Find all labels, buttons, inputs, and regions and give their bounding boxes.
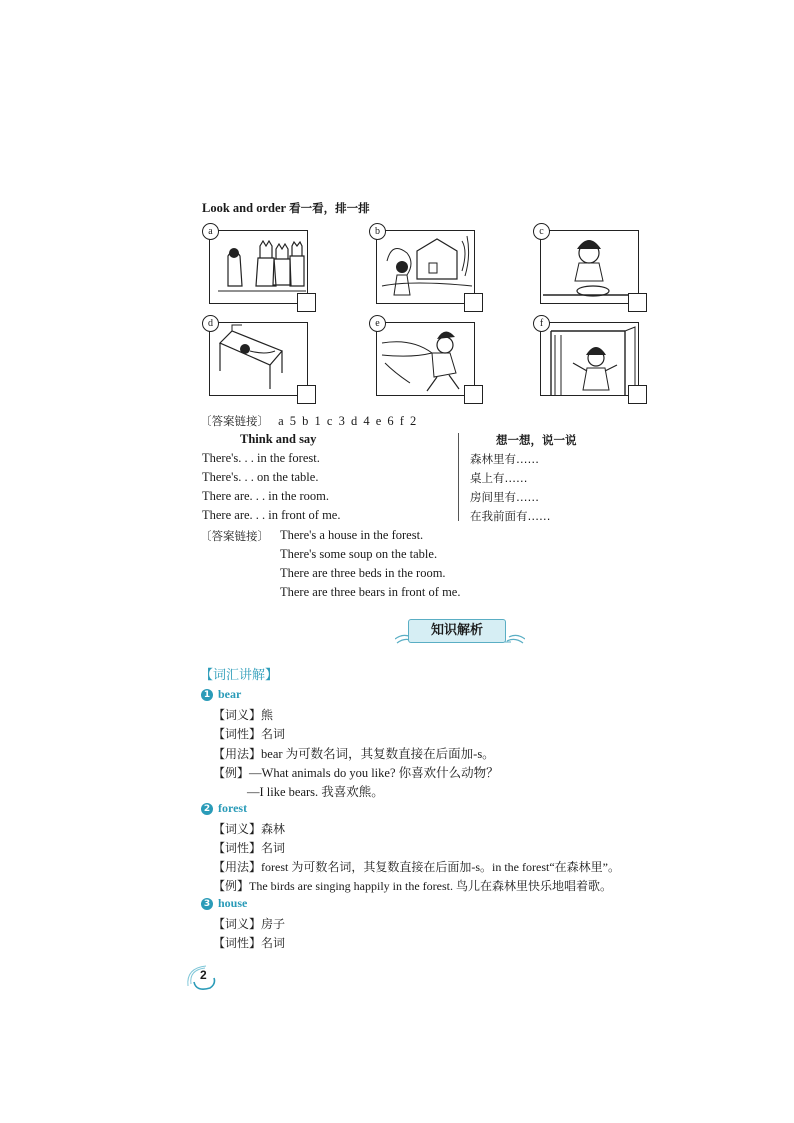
picture-letter: c — [533, 223, 550, 240]
think-and-say-title-cn: 想一想，说一说 — [496, 433, 577, 447]
prompt-row-2-cn: 桌上有…… — [470, 471, 528, 485]
picture-letter: e — [369, 315, 386, 332]
order-answer-box[interactable] — [464, 385, 483, 404]
answer-label: 〔答案链接〕 — [200, 414, 269, 428]
answer-text: a 5 b 1 c 3 d 4 e 6 f 2 — [278, 414, 417, 428]
number-badge-2: 2 — [201, 803, 213, 815]
think-and-say-title: Think and say — [240, 432, 317, 446]
vocab-line: 【词义】熊 — [213, 708, 274, 722]
vocab-word-bear: bear — [218, 687, 242, 701]
picture-letter: a — [202, 223, 219, 240]
picture-b — [375, 226, 475, 304]
vocab-word-forest: forest — [218, 801, 248, 815]
prompt-row-4-cn: 在我前面有…… — [470, 509, 551, 523]
vocab-line: 【例】—What animals do you like? 你喜欢什么动物？ — [213, 766, 499, 780]
prompt-row-3-en: There are. . . in the room. — [202, 489, 330, 503]
vocab-line: 【词性】名词 — [213, 936, 286, 950]
prompt-row-4-en: There are. . . in front of me. — [202, 508, 341, 522]
answer-2-line-4: There are three bears in front of me. — [280, 585, 461, 599]
vocab-line: 【词性】名词 — [213, 841, 286, 855]
vocab-heading: 【词汇讲解】 — [200, 668, 279, 683]
door-scene-illustration — [541, 323, 638, 395]
vocab-line: 【词义】森林 — [213, 822, 286, 836]
picture-letter: b — [369, 223, 386, 240]
vocab-word-house: house — [218, 896, 248, 910]
answer-label-2: 〔答案链接〕 — [200, 529, 269, 543]
vocab-line: 【用法】forest 为可数名词，其复数直接在后面加-s。in the forest“在森林里”。 — [213, 860, 620, 874]
vocab-line: 【词义】房子 — [213, 917, 286, 931]
prompt-row-3-cn: 房间里有…… — [470, 490, 539, 504]
vocab-line: —I like bears. 我喜欢熊。 — [247, 785, 384, 799]
answer-2-line-1: There's a house in the forest. — [280, 528, 424, 542]
number-badge-3: 3 — [201, 898, 213, 910]
order-answer-box[interactable] — [297, 293, 316, 312]
running-scene-illustration — [377, 323, 474, 395]
answer-2-line-3: There are three beds in the room. — [280, 566, 446, 580]
picture-letter: d — [202, 315, 219, 332]
page-number-text: 2 — [200, 968, 207, 982]
prompt-row-1-cn: 森林里有…… — [470, 452, 539, 466]
answer-2-line-2: There's some soup on the table. — [280, 547, 438, 561]
picture-letter: f — [533, 315, 550, 332]
picture-e — [375, 318, 475, 396]
order-answer-box[interactable] — [628, 385, 647, 404]
order-answer-box[interactable] — [464, 293, 483, 312]
vocab-line: 【词性】名词 — [213, 727, 286, 741]
order-answer-box[interactable] — [297, 385, 316, 404]
picture-f — [539, 318, 639, 396]
bed-scene-illustration — [210, 323, 307, 395]
picture-d — [208, 318, 308, 396]
section-title-look-and-order — [202, 200, 370, 216]
vocab-line: 【例】The birds are singing happily in the forest. 鸟儿在森林里快乐地唱着歌。 — [213, 879, 612, 893]
bears-scene-illustration — [210, 231, 307, 303]
section-title-cn: 看一看，排一排 — [289, 201, 370, 215]
prompt-row-1-en: There's. . . in the forest. — [202, 451, 320, 465]
picture-c — [539, 226, 639, 304]
number-badge-1: 1 — [201, 689, 213, 701]
order-answer-box[interactable] — [628, 293, 647, 312]
house-scene-illustration — [377, 231, 474, 303]
column-divider — [458, 433, 459, 521]
knowledge-analysis-banner — [395, 615, 525, 645]
section-title-en: Look and order — [202, 201, 287, 215]
page-number — [185, 962, 225, 990]
soup-scene-illustration — [541, 231, 638, 303]
vocab-line: 【用法】bear 为可数名词，其复数直接在后面加-s。 — [213, 747, 495, 761]
picture-a — [208, 226, 308, 304]
prompt-row-2-en: There's. . . on the table. — [202, 470, 319, 484]
answer-link-1 — [200, 413, 416, 429]
banner-title: 知识解析 — [408, 619, 506, 643]
